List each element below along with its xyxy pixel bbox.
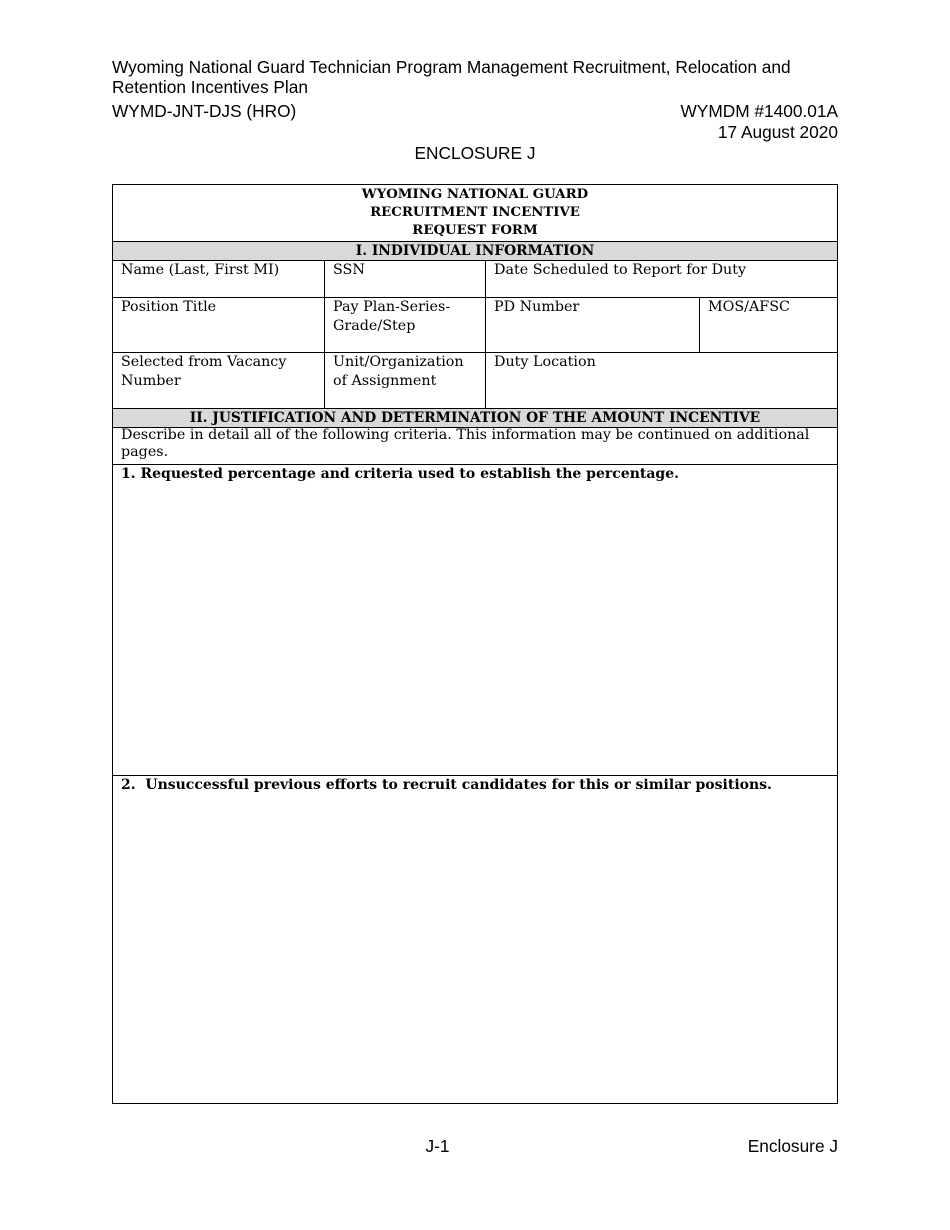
name-field-label: Name (Last, First MI) — [121, 262, 280, 278]
column-divider — [324, 260, 325, 408]
vacancy-label-line-2: Number — [121, 373, 181, 389]
form-title-line-1: WYOMING NATIONAL GUARD — [361, 187, 589, 202]
vacancy-number-field-label — [121, 353, 326, 391]
recruitment-incentive-form — [112, 184, 838, 1104]
pay-plan-label-line-1: Pay Plan-Series- — [333, 299, 451, 315]
pay-plan-field-label — [333, 298, 483, 336]
form-title-line-3: REQUEST FORM — [412, 223, 538, 238]
document-title: Wyoming National Guard Technician Program Management Recruitment, Relocation and Retention Incentives Plan — [112, 57, 791, 97]
question-1-label: 1. Requested percentage and criteria used to establish the percentage. — [121, 466, 679, 482]
section-2-instructions: Describe in detail all of the following criteria. This information may be continued on additional pages. — [121, 427, 810, 460]
form-title-line-2: RECRUITMENT INCENTIVE — [370, 205, 580, 220]
section-1-heading: I. INDIVIDUAL INFORMATION — [113, 242, 837, 260]
report-date-field-label: Date Scheduled to Report for Duty — [494, 262, 747, 278]
pd-number-field-label: PD Number — [494, 299, 580, 315]
page-number: J-1 — [425, 1136, 450, 1156]
column-divider — [485, 260, 486, 408]
column-divider — [699, 297, 700, 352]
unit-organization-field-label — [333, 353, 488, 391]
pay-plan-label-line-2: Grade/Step — [333, 318, 416, 334]
document-date: 17 August 2020 — [717, 122, 838, 142]
ssn-field-label: SSN — [333, 262, 365, 278]
footer-enclosure-label: Enclosure J — [747, 1136, 838, 1156]
duty-location-field-label: Duty Location — [494, 354, 596, 370]
form-title — [113, 185, 837, 240]
question-2-label: 2. Unsuccessful previous efforts to recruit candidates for this or similar positions. — [121, 777, 772, 793]
unit-label-line-1: Unit/Organization — [333, 354, 464, 370]
enclosure-title: ENCLOSURE J — [414, 143, 536, 163]
vacancy-label-line-1: Selected from Vacancy — [121, 354, 287, 370]
office-code: WYMD-JNT-DJS (HRO) — [112, 101, 297, 121]
mos-afsc-field-label: MOS/AFSC — [708, 299, 790, 315]
document-number: WYMDM #1400.01A — [680, 101, 838, 121]
position-title-field-label: Position Title — [121, 299, 217, 315]
section-2-heading: II. JUSTIFICATION AND DETERMINATION OF THE AMOUNT INCENTIVE — [113, 409, 837, 427]
unit-label-line-2: of Assignment — [333, 373, 437, 389]
